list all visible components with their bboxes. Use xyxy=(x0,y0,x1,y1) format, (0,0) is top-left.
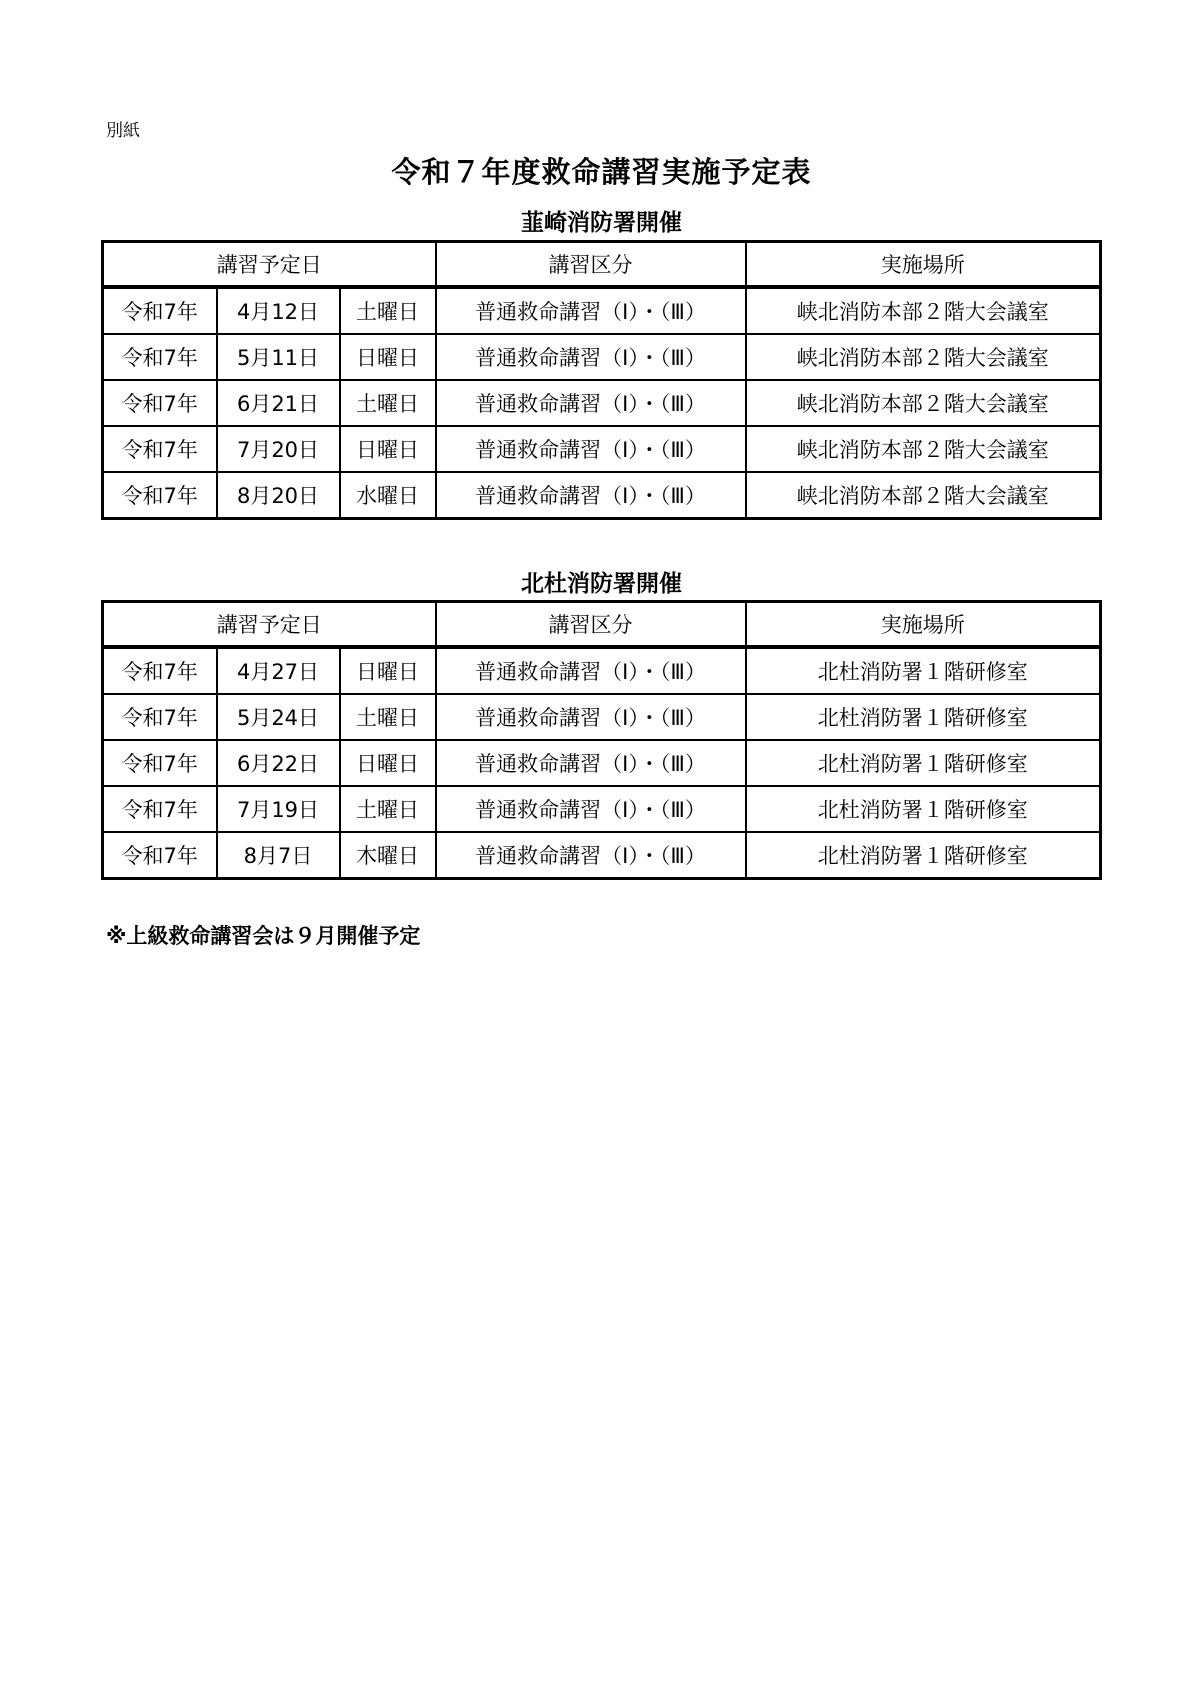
cell-weekday: 土曜日 xyxy=(340,380,436,426)
cell-weekday: 土曜日 xyxy=(340,287,436,334)
cell-category: 普通救命講習（Ⅰ）・（Ⅲ） xyxy=(436,647,746,694)
cell-weekday: 日曜日 xyxy=(340,426,436,472)
cell-place: 峡北消防本部２階大会議室 xyxy=(746,287,1101,334)
cell-place: 峡北消防本部２階大会議室 xyxy=(746,334,1101,380)
cell-era: 令和7年 xyxy=(103,694,217,740)
schedule-table-nirasaki xyxy=(101,240,1102,520)
header-category: 講習区分 xyxy=(436,242,746,288)
cell-category: 普通救命講習（Ⅰ）・（Ⅲ） xyxy=(436,694,746,740)
cell-era: 令和7年 xyxy=(103,334,217,380)
cell-weekday: 水曜日 xyxy=(340,472,436,519)
attachment-label: 別紙 xyxy=(106,121,140,141)
cell-place: 北杜消防署１階研修室 xyxy=(746,832,1101,879)
cell-category: 普通救命講習（Ⅰ）・（Ⅲ） xyxy=(436,832,746,879)
footnote: ※上級救命講習会は９月開催予定 xyxy=(106,924,421,948)
cell-date: 8月7日 xyxy=(217,832,340,879)
cell-weekday: 日曜日 xyxy=(340,334,436,380)
section-title-hokuto: 北杜消防署開催 xyxy=(521,571,682,597)
cell-category: 普通救命講習（Ⅰ）・（Ⅲ） xyxy=(436,472,746,519)
cell-category: 普通救命講習（Ⅰ）・（Ⅲ） xyxy=(436,287,746,334)
cell-date: 7月19日 xyxy=(217,786,340,832)
cell-category: 普通救命講習（Ⅰ）・（Ⅲ） xyxy=(436,380,746,426)
cell-era: 令和7年 xyxy=(103,786,217,832)
cell-weekday: 日曜日 xyxy=(340,740,436,786)
cell-date: 5月24日 xyxy=(217,694,340,740)
table-row xyxy=(103,287,1101,334)
cell-era: 令和7年 xyxy=(103,647,217,694)
schedule-table-hokuto xyxy=(101,600,1102,880)
header-place: 実施場所 xyxy=(746,602,1101,648)
cell-era: 令和7年 xyxy=(103,426,217,472)
cell-place: 北杜消防署１階研修室 xyxy=(746,694,1101,740)
cell-era: 令和7年 xyxy=(103,472,217,519)
cell-date: 6月22日 xyxy=(217,740,340,786)
header-date: 講習予定日 xyxy=(103,602,436,648)
cell-place: 峡北消防本部２階大会議室 xyxy=(746,380,1101,426)
cell-era: 令和7年 xyxy=(103,832,217,879)
cell-place: 北杜消防署１階研修室 xyxy=(746,740,1101,786)
table-row xyxy=(103,740,1101,786)
cell-category: 普通救命講習（Ⅰ）・（Ⅲ） xyxy=(436,786,746,832)
table-row xyxy=(103,832,1101,879)
cell-category: 普通救命講習（Ⅰ）・（Ⅲ） xyxy=(436,740,746,786)
cell-weekday: 日曜日 xyxy=(340,647,436,694)
header-date: 講習予定日 xyxy=(103,242,436,288)
table-row xyxy=(103,786,1101,832)
table-row xyxy=(103,334,1101,380)
table-header-row xyxy=(103,242,1101,288)
cell-weekday: 土曜日 xyxy=(340,694,436,740)
cell-date: 4月12日 xyxy=(217,287,340,334)
table-row xyxy=(103,380,1101,426)
cell-date: 7月20日 xyxy=(217,426,340,472)
header-place: 実施場所 xyxy=(746,242,1101,288)
cell-place: 北杜消防署１階研修室 xyxy=(746,647,1101,694)
header-category: 講習区分 xyxy=(436,602,746,648)
table-row xyxy=(103,472,1101,519)
cell-date: 5月11日 xyxy=(217,334,340,380)
cell-era: 令和7年 xyxy=(103,287,217,334)
section-title-nirasaki: 韮崎消防署開催 xyxy=(521,210,682,236)
cell-place: 峡北消防本部２階大会議室 xyxy=(746,472,1101,519)
cell-weekday: 土曜日 xyxy=(340,786,436,832)
cell-category: 普通救命講習（Ⅰ）・（Ⅲ） xyxy=(436,334,746,380)
cell-date: 8月20日 xyxy=(217,472,340,519)
table-row xyxy=(103,426,1101,472)
cell-place: 北杜消防署１階研修室 xyxy=(746,786,1101,832)
cell-weekday: 木曜日 xyxy=(340,832,436,879)
cell-era: 令和7年 xyxy=(103,740,217,786)
table-header-row xyxy=(103,602,1101,648)
table-row xyxy=(103,647,1101,694)
page-title: 令和７年度救命講習実施予定表 xyxy=(391,155,812,189)
cell-date: 6月21日 xyxy=(217,380,340,426)
table-row xyxy=(103,694,1101,740)
cell-category: 普通救命講習（Ⅰ）・（Ⅲ） xyxy=(436,426,746,472)
cell-place: 峡北消防本部２階大会議室 xyxy=(746,426,1101,472)
cell-era: 令和7年 xyxy=(103,380,217,426)
cell-date: 4月27日 xyxy=(217,647,340,694)
